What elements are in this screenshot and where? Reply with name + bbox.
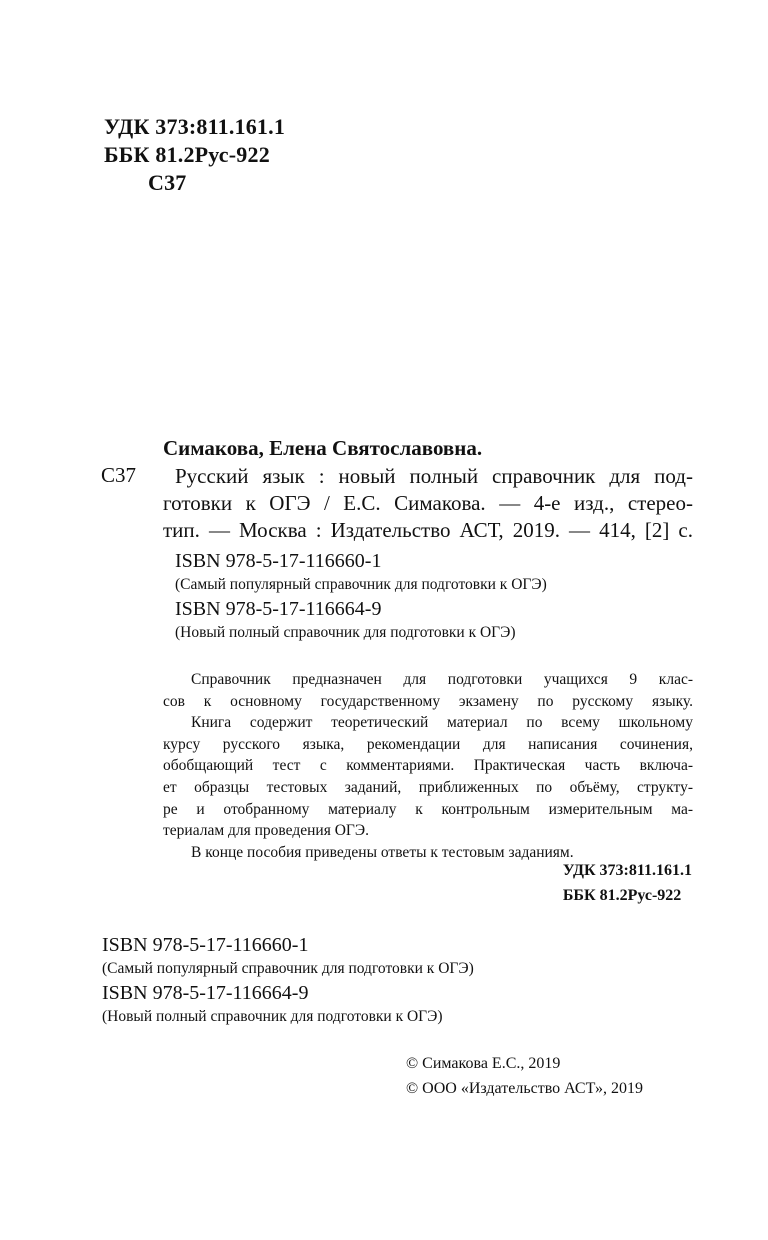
isbn-note: (Новый полный справочник для подготовки к ОГЭ)	[102, 1008, 443, 1025]
copyright-publisher: © ООО «Издательство АСТ», 2019	[406, 1080, 643, 1097]
abstract	[163, 669, 693, 863]
isbn-note: (Самый популярный справочник для подготовки к ОГЭ)	[175, 576, 547, 593]
abstract-line: Книга содержит теоретический материал по всему школьному	[191, 714, 693, 732]
card-author-sign: С37	[101, 463, 137, 487]
bbk-code: ББК 81.2Рус-922	[104, 142, 270, 167]
isbn-number: ISBN 978-5-17-116664-9	[102, 982, 309, 1004]
copyright-block	[406, 1051, 643, 1101]
author-sign: С37	[148, 170, 187, 195]
bbk-code-right: ББК 81.2Рус-922	[562, 887, 682, 904]
abstract-line: ре и отобранному материалу к контрольным измерительным ма-	[163, 800, 693, 818]
isbn-note: (Новый полный справочник для подготовки к ОГЭ)	[175, 624, 516, 641]
card-isbn-block	[175, 548, 547, 644]
abstract-line: сов к основному государственному экзамену по русскому языку.	[163, 692, 693, 710]
biblio-line: тип. — Москва : Издательство АСТ, 2019. — 414, [2] с.	[163, 518, 693, 542]
abstract-line: териалам для проведения ОГЭ.	[163, 822, 369, 840]
abstract-line: обобщающий тест с комментариями. Практическая часть включа-	[163, 757, 693, 775]
bottom-isbn-block	[102, 932, 474, 1028]
right-classification	[563, 858, 692, 908]
abstract-line: В конце пособия приведены ответы к тестовым заданиям.	[191, 843, 574, 861]
isbn-number: ISBN 978-5-17-116664-9	[175, 598, 382, 620]
bibliographic-description	[163, 463, 693, 544]
isbn-number: ISBN 978-5-17-116660-1	[175, 550, 382, 572]
isbn-number: ISBN 978-5-17-116660-1	[102, 934, 309, 956]
author-heading: Симакова, Елена Святославовна.	[163, 436, 483, 460]
abstract-line: курсу русского языка, рекомендации для написания сочинения,	[163, 735, 693, 753]
abstract-line: ет образцы тестовых заданий, приближенных по объёму, структу-	[163, 778, 693, 796]
udk-code: УДК 373:811.161.1	[104, 114, 286, 139]
copyright-author: © Симакова Е.С., 2019	[406, 1055, 561, 1072]
biblio-line: Русский язык : новый полный справочник для под-	[175, 464, 693, 488]
isbn-note: (Самый популярный справочник для подготовки к ОГЭ)	[102, 960, 474, 977]
top-classification	[104, 113, 285, 197]
udk-code-right: УДК 373:811.161.1	[562, 862, 692, 879]
biblio-line: готовки к ОГЭ / Е.С. Симакова. — 4-е изд., стерео-	[163, 491, 693, 515]
abstract-line: Справочник предназначен для подготовки учащихся 9 клас-	[191, 671, 693, 688]
